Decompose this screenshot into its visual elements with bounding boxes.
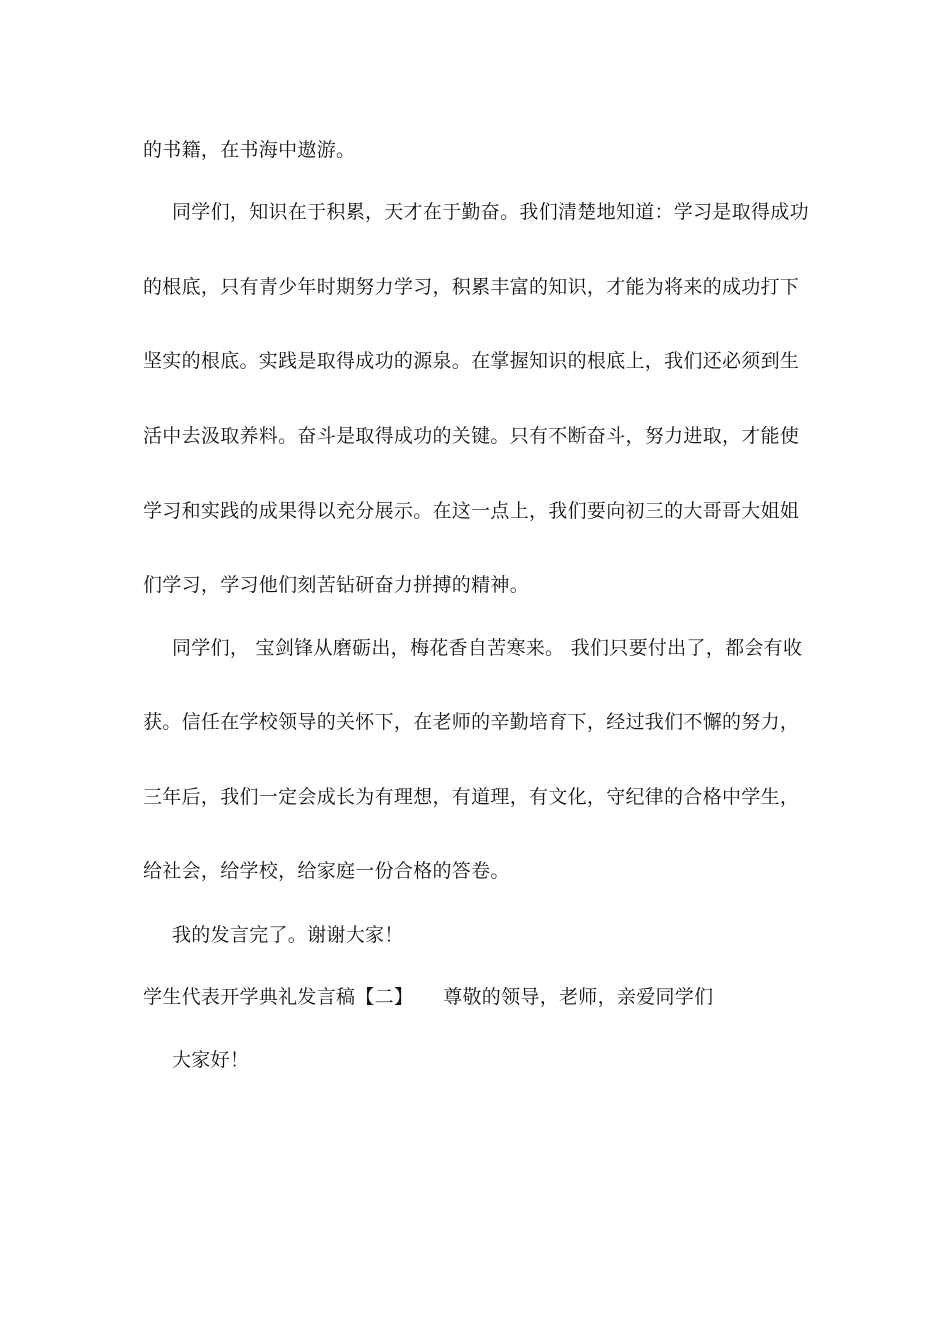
heading-title: 学生代表开学典礼发言稿【二】 (143, 986, 414, 1008)
text-line: 给社会，给学校，给家庭一份合格的答卷。 (143, 860, 510, 882)
text-line: 的根底，只有青少年时期努力学习，积累丰富的知识，才能为将来的成功打下 (143, 276, 800, 298)
greeting-line: 大家好！ (172, 1049, 250, 1071)
text-line: 活中去汲取养料。奋斗是取得成功的关键。只有不断奋斗，努力进取，才能使 (143, 425, 800, 447)
text-line: 三年后，我们一定会成长为有理想，有道理，有文化，守纪律的合格中学生， (143, 786, 800, 808)
text-line: 同学们， 宝剑锋从磨砺出，梅花香自苦寒来。 我们只要付出了，都会有收 (172, 637, 803, 659)
text-line: 们学习，学习他们刻苦钻研奋力拼搏的精神。 (143, 574, 530, 596)
text-line: 学习和实践的成果得以充分展示。在这一点上，我们要向初三的大哥哥大姐姐 (143, 500, 800, 522)
section-heading (143, 985, 823, 1009)
text-line: 我的发言完了。谢谢大家！ (172, 924, 404, 946)
text-line: 获。信任在学校领导的关怀下，在老师的辛勤培育下，经过我们不懈的努力， (143, 711, 800, 733)
text-line: 同学们，知识在于积累，天才在于勤奋。我们清楚地知道：学习是取得成功 (172, 201, 809, 223)
text-line: 坚实的根底。实践是取得成功的源泉。在掌握知识的根底上，我们还必须到生 (143, 350, 800, 372)
text-line: 的书籍，在书海中遨游。 (143, 139, 356, 161)
heading-salutation: 尊敬的领导，老师，亲爱同学们 (443, 986, 714, 1008)
